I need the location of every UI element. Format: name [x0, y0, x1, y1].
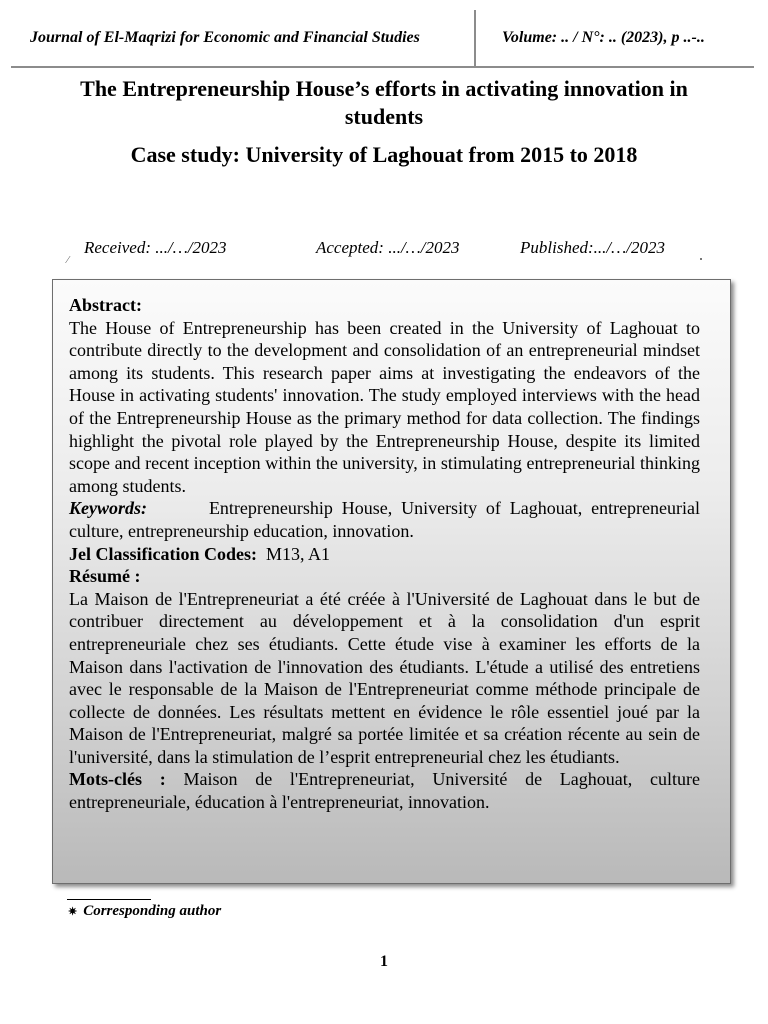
published-date: Published:.../…/2023	[520, 238, 665, 257]
footnote-rule	[67, 899, 151, 900]
abstract-box	[52, 279, 731, 884]
journal-volume: Volume: .. / N°: .. (2023), p ..-..	[502, 29, 705, 46]
stray-dot	[700, 258, 702, 260]
jel-line	[69, 543, 700, 566]
jel-label: Jel Classification Codes:	[69, 543, 257, 564]
footnote-text: Corresponding author	[83, 903, 222, 919]
keywords-label: Keywords:	[69, 498, 147, 519]
paper-subtitle: Case study: University of Laghouat from 2015 to 2018	[130, 142, 638, 167]
abstract-text: The House of Entrepreneurship has been created in the University of Laghouat to contribute directly to the development and consolidation of an entrepreneurial mindset among its students. This research paper aims at investigating the endeavors of the House in activating students' innovation. The study employed interviews with the head of the Entrepreneurship House as the primary method for data collection. The findings highlight the pivotal role played by the Entrepreneurship House, despite its limited scope and recent inception within the university, in stimulating entrepreneurial thinking among students.	[69, 317, 700, 496]
motscles-line	[69, 768, 700, 813]
keywords-text: Entrepreneurship House, University of Laghouat, entrepreneurial culture, entrepreneurship education, innovation.	[69, 498, 701, 541]
header-divider	[474, 10, 476, 66]
motscles-text: Maison de l'Entrepreneuriat, Université de Laghouat, culture entrepreneuriale, éducation à l'entrepreneuriat, innovation.	[69, 769, 700, 813]
abstract-heading: Abstract:	[69, 295, 142, 315]
stray-mark: ⁄	[67, 255, 69, 266]
journal-title: Journal of El-Maqrizi for Economic and Financial Studies	[30, 29, 420, 46]
resume-heading: Résumé :	[69, 566, 141, 587]
received-date: Received: .../…/2023	[84, 238, 227, 257]
paper-title: The Entrepreneurship House’s efforts in activating innovation in students	[80, 76, 688, 129]
keywords-line	[69, 497, 700, 542]
footnote	[68, 903, 221, 920]
accepted-date: Accepted: .../…/2023	[316, 238, 460, 257]
asterisk-icon: ✷	[68, 906, 78, 918]
jel-codes: M13, A1	[266, 543, 331, 564]
resume-text: La Maison de l'Entrepreneuriat a été créée à l'Université de Laghouat dans le but de contribuer directement au développement et à la consolidation d'un esprit entrepreneuriale chez ses étudiants. Cette étude vise à examiner les efforts de la Maison dans l'activation de l'innovation des étudiants. L'étude a utilisé des entretiens avec le responsable de la Maison de l'Entrepreneuriat comme méthode principale de collecte de données. Les résultats mettent en évidence le rôle essentiel joué par la Maison de l'Entrepreneuriat, malgré sa portée limitée et sa création récente au sein de l'université, dans la stimulation de l’esprit entrepreneurial chez les étudiants.	[69, 588, 700, 767]
journal-header	[11, 10, 754, 68]
motscles-label: Mots-clés :	[69, 769, 166, 790]
page-number: 1	[380, 953, 388, 970]
